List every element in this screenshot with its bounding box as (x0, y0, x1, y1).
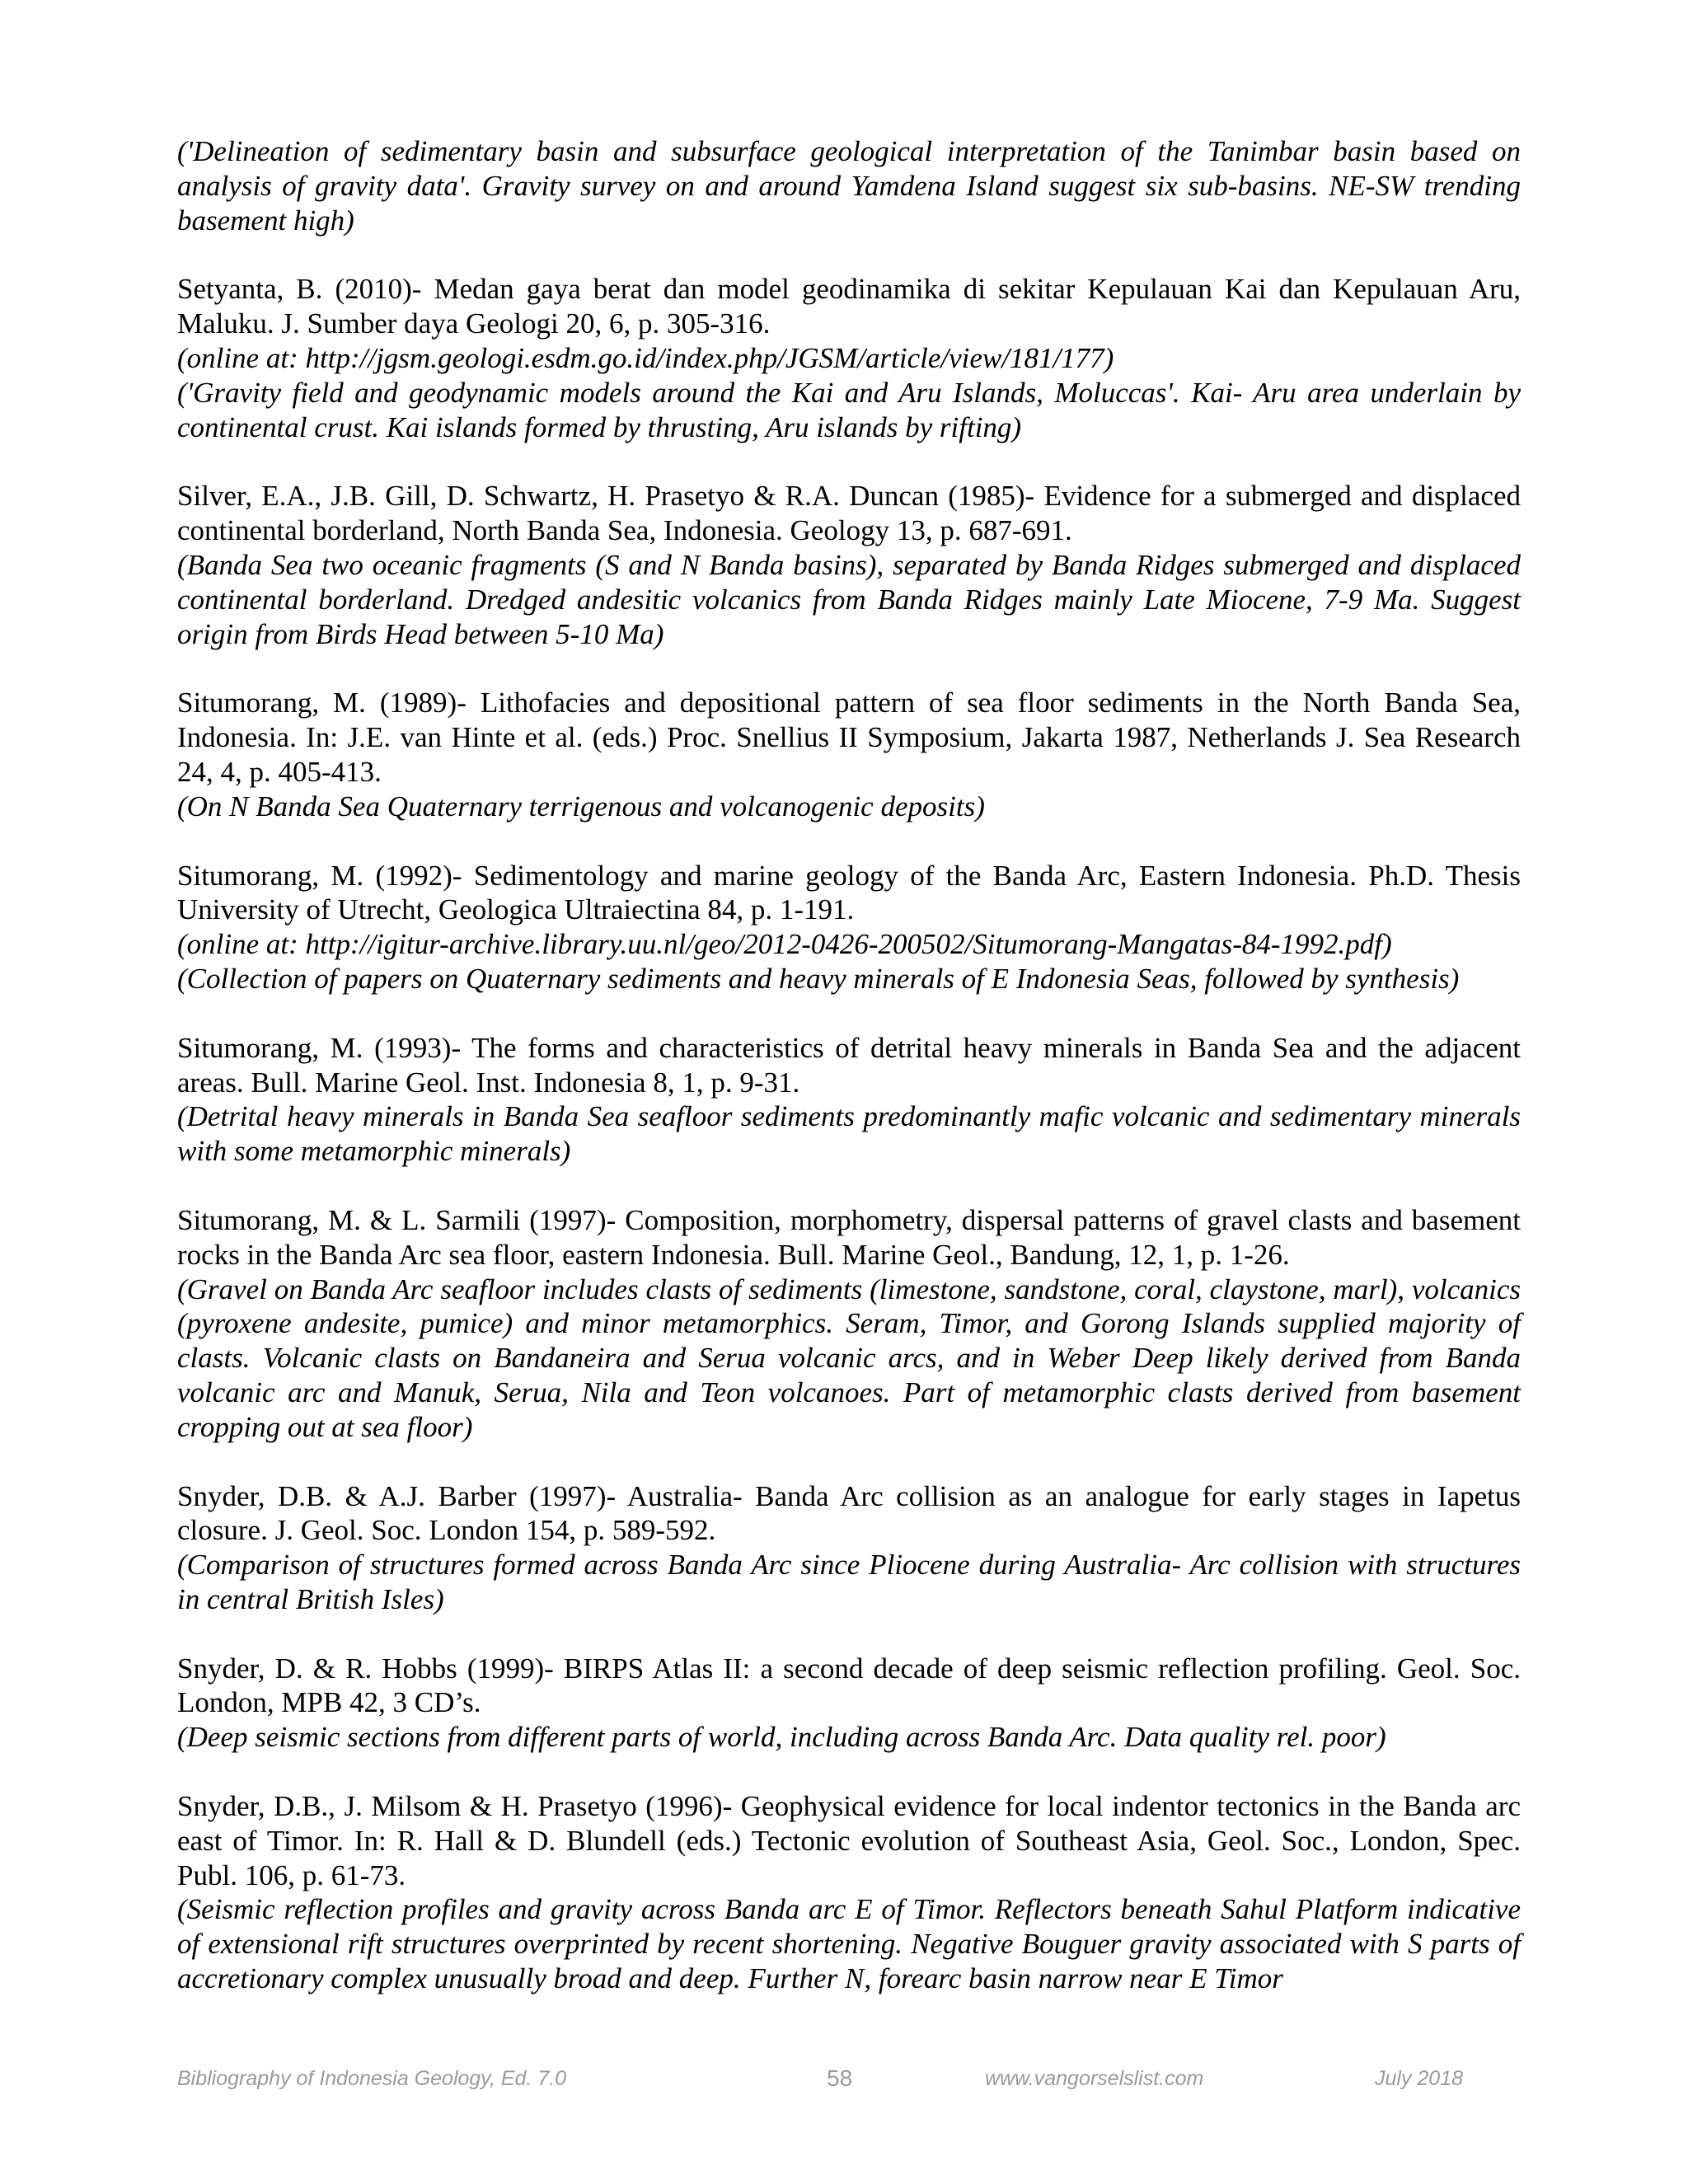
entry-note: (Comparison of structures formed across Banda Arc since Pliocene during Australia- Arc collision with structures in central British Isles) (177, 1549, 1521, 1615)
entry-note: (On N Banda Sea Quaternary terrigenous and volcanogenic deposits) (177, 790, 985, 823)
bibliography-entry (177, 1789, 1521, 1996)
entry-note: (Detrital heavy minerals in Banda Sea seafloor sediments predominantly mafic volcanic and sedimentary minerals with some metamorphic minerals) (177, 1100, 1521, 1168)
entry-note: (Seismic reflection profiles and gravity across Banda arc E of Timor. Reflectors beneath Sahul Platform indicative of extensional rift structures overprinted by recent shortening. Negative Bouguer gravity associated with S parts of accretionary complex unusually broad and deep. Further N, forearc basin narrow near E Timor (177, 1893, 1521, 1995)
bibliography-entry (177, 272, 1521, 444)
entry-online-link: (online at: http://jgsm.geologi.esdm.go.id/index.php/JGSM/article/view/181/177) (177, 341, 1114, 374)
bibliography-entry (177, 686, 1521, 823)
bibliography-entry (177, 1652, 1521, 1755)
bibliography-list (177, 134, 1521, 2031)
footer-url: www.vangorselslist.com (985, 2067, 1204, 2090)
entry-note: (Gravel on Banda Arc seafloor includes clasts of sediments (limestone, sandstone, coral, claystone, marl), volcanics (pyroxene andesite, pumice) and minor metamorphics. Seram, Timor, and Gorong Islands supplied majority of clasts. Volcanic clasts on Bandaneira and Serua volcanic arcs, and in Weber Deep likely derived from Banda volcanic arc and Manuk, Serua, Nila and Teon volcanoes. Part of metamorphic clasts derived from basement cropping out at sea floor) (177, 1272, 1521, 1443)
entry-citation: Situmorang, M. & L. Sarmili (1997)- Composition, morphometry, dispersal patterns of gravel clasts and basement rocks in the Banda Arc sea floor, eastern Indonesia. Bull. Marine Geol., Bandung, 12, 1, p. 1-26. (177, 1203, 1521, 1271)
entry-citation: Situmorang, M. (1989)- Lithofacies and depositional pattern of sea floor sediments in the North Banda Sea, Indonesia. In: J.E. van Hinte et al. (eds.) Proc. Snellius II Symposium, Jakarta 1987, Netherlands J. Sea Research 24, 4, p. 405-413. (177, 687, 1521, 788)
entry-citation: Situmorang, M. (1992)- Sedimentology and marine geology of the Banda Arc, Eastern Indonesia. Ph.D. Thesis University of Utrecht, Geologica Ultraiectina 84, p. 1-191. (177, 859, 1521, 926)
bibliography-entry (177, 1031, 1521, 1169)
entry-note: (Deep seismic sections from different parts of world, including across Banda Arc. Data quality rel. poor) (177, 1721, 1386, 1754)
bibliography-entry (177, 479, 1521, 651)
entry-note: (Collection of papers on Quaternary sediments and heavy minerals of E Indonesia Seas, followed by synthesis) (177, 962, 1460, 995)
entry-online-link: (online at: http://igitur-archive.library.uu.nl/geo/2012-0426-200502/Situmorang-Mangatas-84-1992.pdf) (177, 928, 1392, 961)
entry-note: ('Delineation of sedimentary basin and subsurface geological interpretation of the Tanimbar basin based on analysis of gravity data'. Gravity survey on and around Yamdena Island suggest six sub-basins. NE-SW trending basement high) (177, 135, 1521, 237)
entry-citation: Situmorang, M. (1993)- The forms and characteristics of detrital heavy minerals in Banda Sea and the adjacent areas. Bull. Marine Geol. Inst. Indonesia 8, 1, p. 9-31. (177, 1031, 1521, 1099)
entry-citation: Snyder, D.B., J. Milsom & H. Prasetyo (1996)- Geophysical evidence for local indentor tectonics in the Banda arc east of Timor. In: R. Hall & D. Blundell (eds.) Tectonic evolution of Southeast Asia, Geol. Soc., London, Spec. Publ. 106, p. 61-73. (177, 1790, 1521, 1891)
page-number: 58 (827, 2065, 853, 2091)
bibliography-entry (177, 1203, 1521, 1445)
entry-note: ('Gravity field and geodynamic models around the Kai and Aru Islands, Moluccas'. Kai- Aru area underlain by continental crust. Kai islands formed by thrusting, Aru islands by rifting) (177, 376, 1521, 443)
entry-note: (Banda Sea two oceanic fragments (S and N Banda basins), separated by Banda Ridges submerged and displaced continental borderland. Dredged andesitic volcanics from Banda Ridges mainly Late Miocene, 7-9 Ma. Suggest origin from Birds Head between 5-10 Ma) (177, 548, 1521, 650)
bibliography-entry (177, 859, 1521, 996)
page-footer (0, 2067, 1688, 2100)
bibliography-entry (177, 134, 1521, 237)
footer-date: July 2018 (1375, 2067, 1464, 2090)
footer-title: Bibliography of Indonesia Geology, Ed. 7.0 (177, 2067, 567, 2090)
entry-citation: Snyder, D. & R. Hobbs (1999)- BIRPS Atlas II: a second decade of deep seismic reflection profiling. Geol. Soc. London, MPB 42, 3 CD’s. (177, 1652, 1521, 1719)
entry-citation: Snyder, D.B. & A.J. Barber (1997)- Australia- Banda Arc collision as an analogue for early stages in Iapetus closure. J. Geol. Soc. London 154, p. 589-592. (177, 1479, 1521, 1547)
entry-citation: Silver, E.A., J.B. Gill, D. Schwartz, H. Prasetyo & R.A. Duncan (1985)- Evidence for a submerged and displaced continental borderland, North Banda Sea, Indonesia. Geology 13, p. 687-691. (177, 480, 1521, 547)
entry-citation: Setyanta, B. (2010)- Medan gaya berat dan model geodinamika di sekitar Kepulauan Kai dan Kepulauan Aru, Maluku. J. Sumber daya Geologi 20, 6, p. 305-316. (177, 273, 1521, 340)
bibliography-entry (177, 1479, 1521, 1617)
